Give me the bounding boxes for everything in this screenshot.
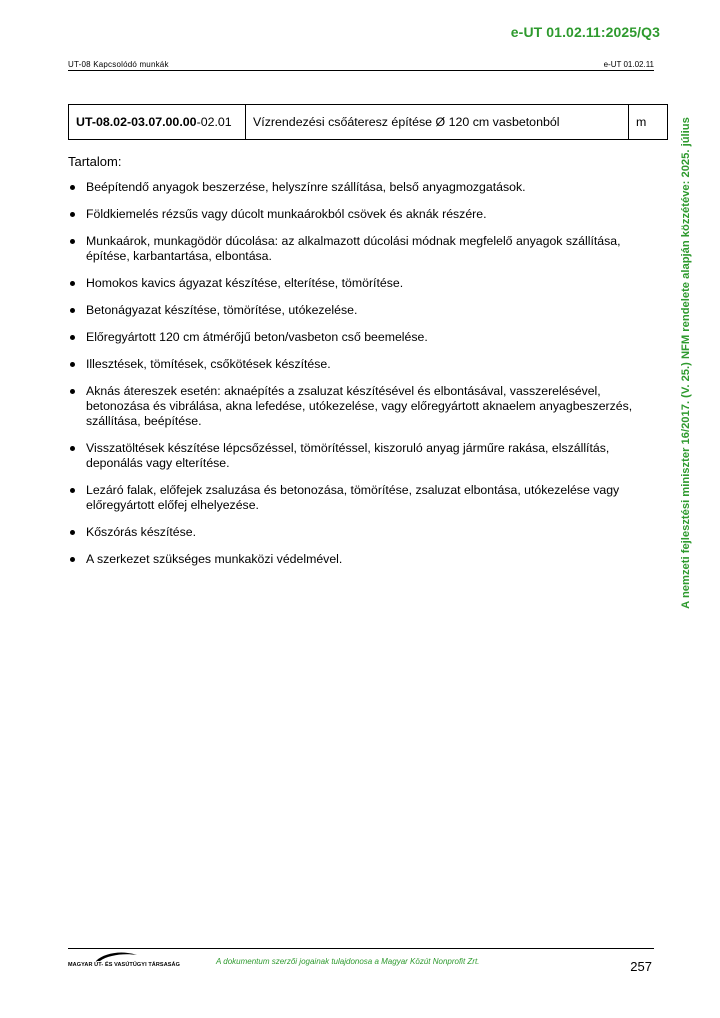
list-item bbox=[68, 276, 644, 291]
society-logo-text: MAGYAR ÚT- ÉS VASÚTÜGYI TÁRSASÁG bbox=[68, 962, 180, 968]
list-item bbox=[68, 180, 644, 195]
standard-header: e-UT 01.02.11 bbox=[603, 60, 654, 69]
item-unit: m bbox=[629, 105, 668, 140]
bullet-icon bbox=[70, 557, 75, 562]
list-item bbox=[68, 483, 644, 513]
item-code-main: UT-08.02-03.07.00.00 bbox=[76, 115, 197, 129]
list-item bbox=[68, 330, 644, 345]
contents-list bbox=[68, 180, 644, 579]
header-divider bbox=[68, 70, 654, 71]
list-item-text: Lezáró falak, előfejek zsaluzása és betonozása, tömörítése, zsaluzat elbontása, utókezelése vagy előregyártott előfej elhelyezése. bbox=[86, 483, 620, 512]
list-item-text: Homokos kavics ágyazat készítése, elterítése, tömörítése. bbox=[86, 276, 404, 290]
list-item bbox=[68, 525, 644, 540]
copyright-note: A dokumentum szerzői jogainak tulajdonosa a Magyar Közút Nonprofit Zrt. bbox=[216, 957, 480, 966]
publication-note bbox=[676, 96, 696, 630]
item-code-suffix: -02.01 bbox=[196, 115, 232, 129]
list-item bbox=[68, 303, 644, 318]
contents-heading: Tartalom: bbox=[68, 154, 122, 169]
publication-note-text: A nemzeti fejlesztési miniszter 16/2017. (V. 25.) NFM rendelete alapján közzétéve: 2025. július bbox=[680, 117, 692, 609]
chapter-header: UT-08 Kapcsolódó munkák bbox=[68, 60, 169, 69]
list-item bbox=[68, 234, 644, 264]
bullet-icon bbox=[70, 185, 75, 190]
list-item bbox=[68, 357, 644, 372]
list-item-text: Munkaárok, munkagödör dúcolása: az alkalmazott dúcolási módnak megfelelő anyagok szállítása, építése, karbantartása, elbontása. bbox=[86, 234, 621, 263]
list-item-text: Előregyártott 120 cm átmérőjű beton/vasbeton cső beemelése. bbox=[86, 330, 428, 344]
list-item-text: Kőszórás készítése. bbox=[86, 525, 197, 539]
list-item-text: Betonágyazat készítése, tömörítése, utókezelése. bbox=[86, 303, 358, 317]
bullet-icon bbox=[70, 389, 75, 394]
item-row bbox=[69, 105, 668, 140]
list-item-text: Aknás átereszek esetén: aknaépítés a zsaluzat készítésével és elbontásával, vasszerelésével, betonozása és vibrálása, akna lefedése, utókezelése, vagy előregyártott aknaelem anyagbeszerzés, szállítása, beépítése. bbox=[86, 384, 633, 428]
bullet-icon bbox=[70, 362, 75, 367]
item-description: Vízrendezési csőáteresz építése Ø 120 cm vasbetonból bbox=[246, 105, 629, 140]
bullet-icon bbox=[70, 212, 75, 217]
document-code: e-UT 01.02.11:2025/Q3 bbox=[510, 24, 660, 40]
footer-divider bbox=[68, 948, 654, 949]
list-item-text: A szerkezet szükséges munkaközi védelmével. bbox=[86, 552, 343, 566]
list-item bbox=[68, 552, 644, 567]
bullet-icon bbox=[70, 488, 75, 493]
item-table bbox=[68, 104, 668, 140]
list-item-text: Visszatöltések készítése lépcsőzéssel, tömörítéssel, kiszoruló anyag járműre rakása, elszállítás, deponálás vagy elterítése. bbox=[86, 441, 610, 470]
list-item-text: Beépítendő anyagok beszerzése, helyszínre szállítása, belső anyagmozgatások. bbox=[86, 180, 526, 194]
society-logo bbox=[68, 951, 180, 971]
bullet-icon bbox=[70, 335, 75, 340]
bullet-icon bbox=[70, 446, 75, 451]
list-item-text: Földkiemelés rézsűs vagy dúcolt munkaárokból csövek és aknák részére. bbox=[86, 207, 487, 221]
page-number: 257 bbox=[630, 959, 652, 974]
list-item-text: Illesztések, tömítések, csőkötések készítése. bbox=[86, 357, 331, 371]
list-item bbox=[68, 207, 644, 222]
bullet-icon bbox=[70, 239, 75, 244]
bullet-icon bbox=[70, 530, 75, 535]
bullet-icon bbox=[70, 281, 75, 286]
list-item bbox=[68, 384, 644, 429]
item-code-cell bbox=[69, 105, 246, 140]
bullet-icon bbox=[70, 308, 75, 313]
list-item bbox=[68, 441, 644, 471]
road-swoosh-icon bbox=[94, 951, 138, 962]
